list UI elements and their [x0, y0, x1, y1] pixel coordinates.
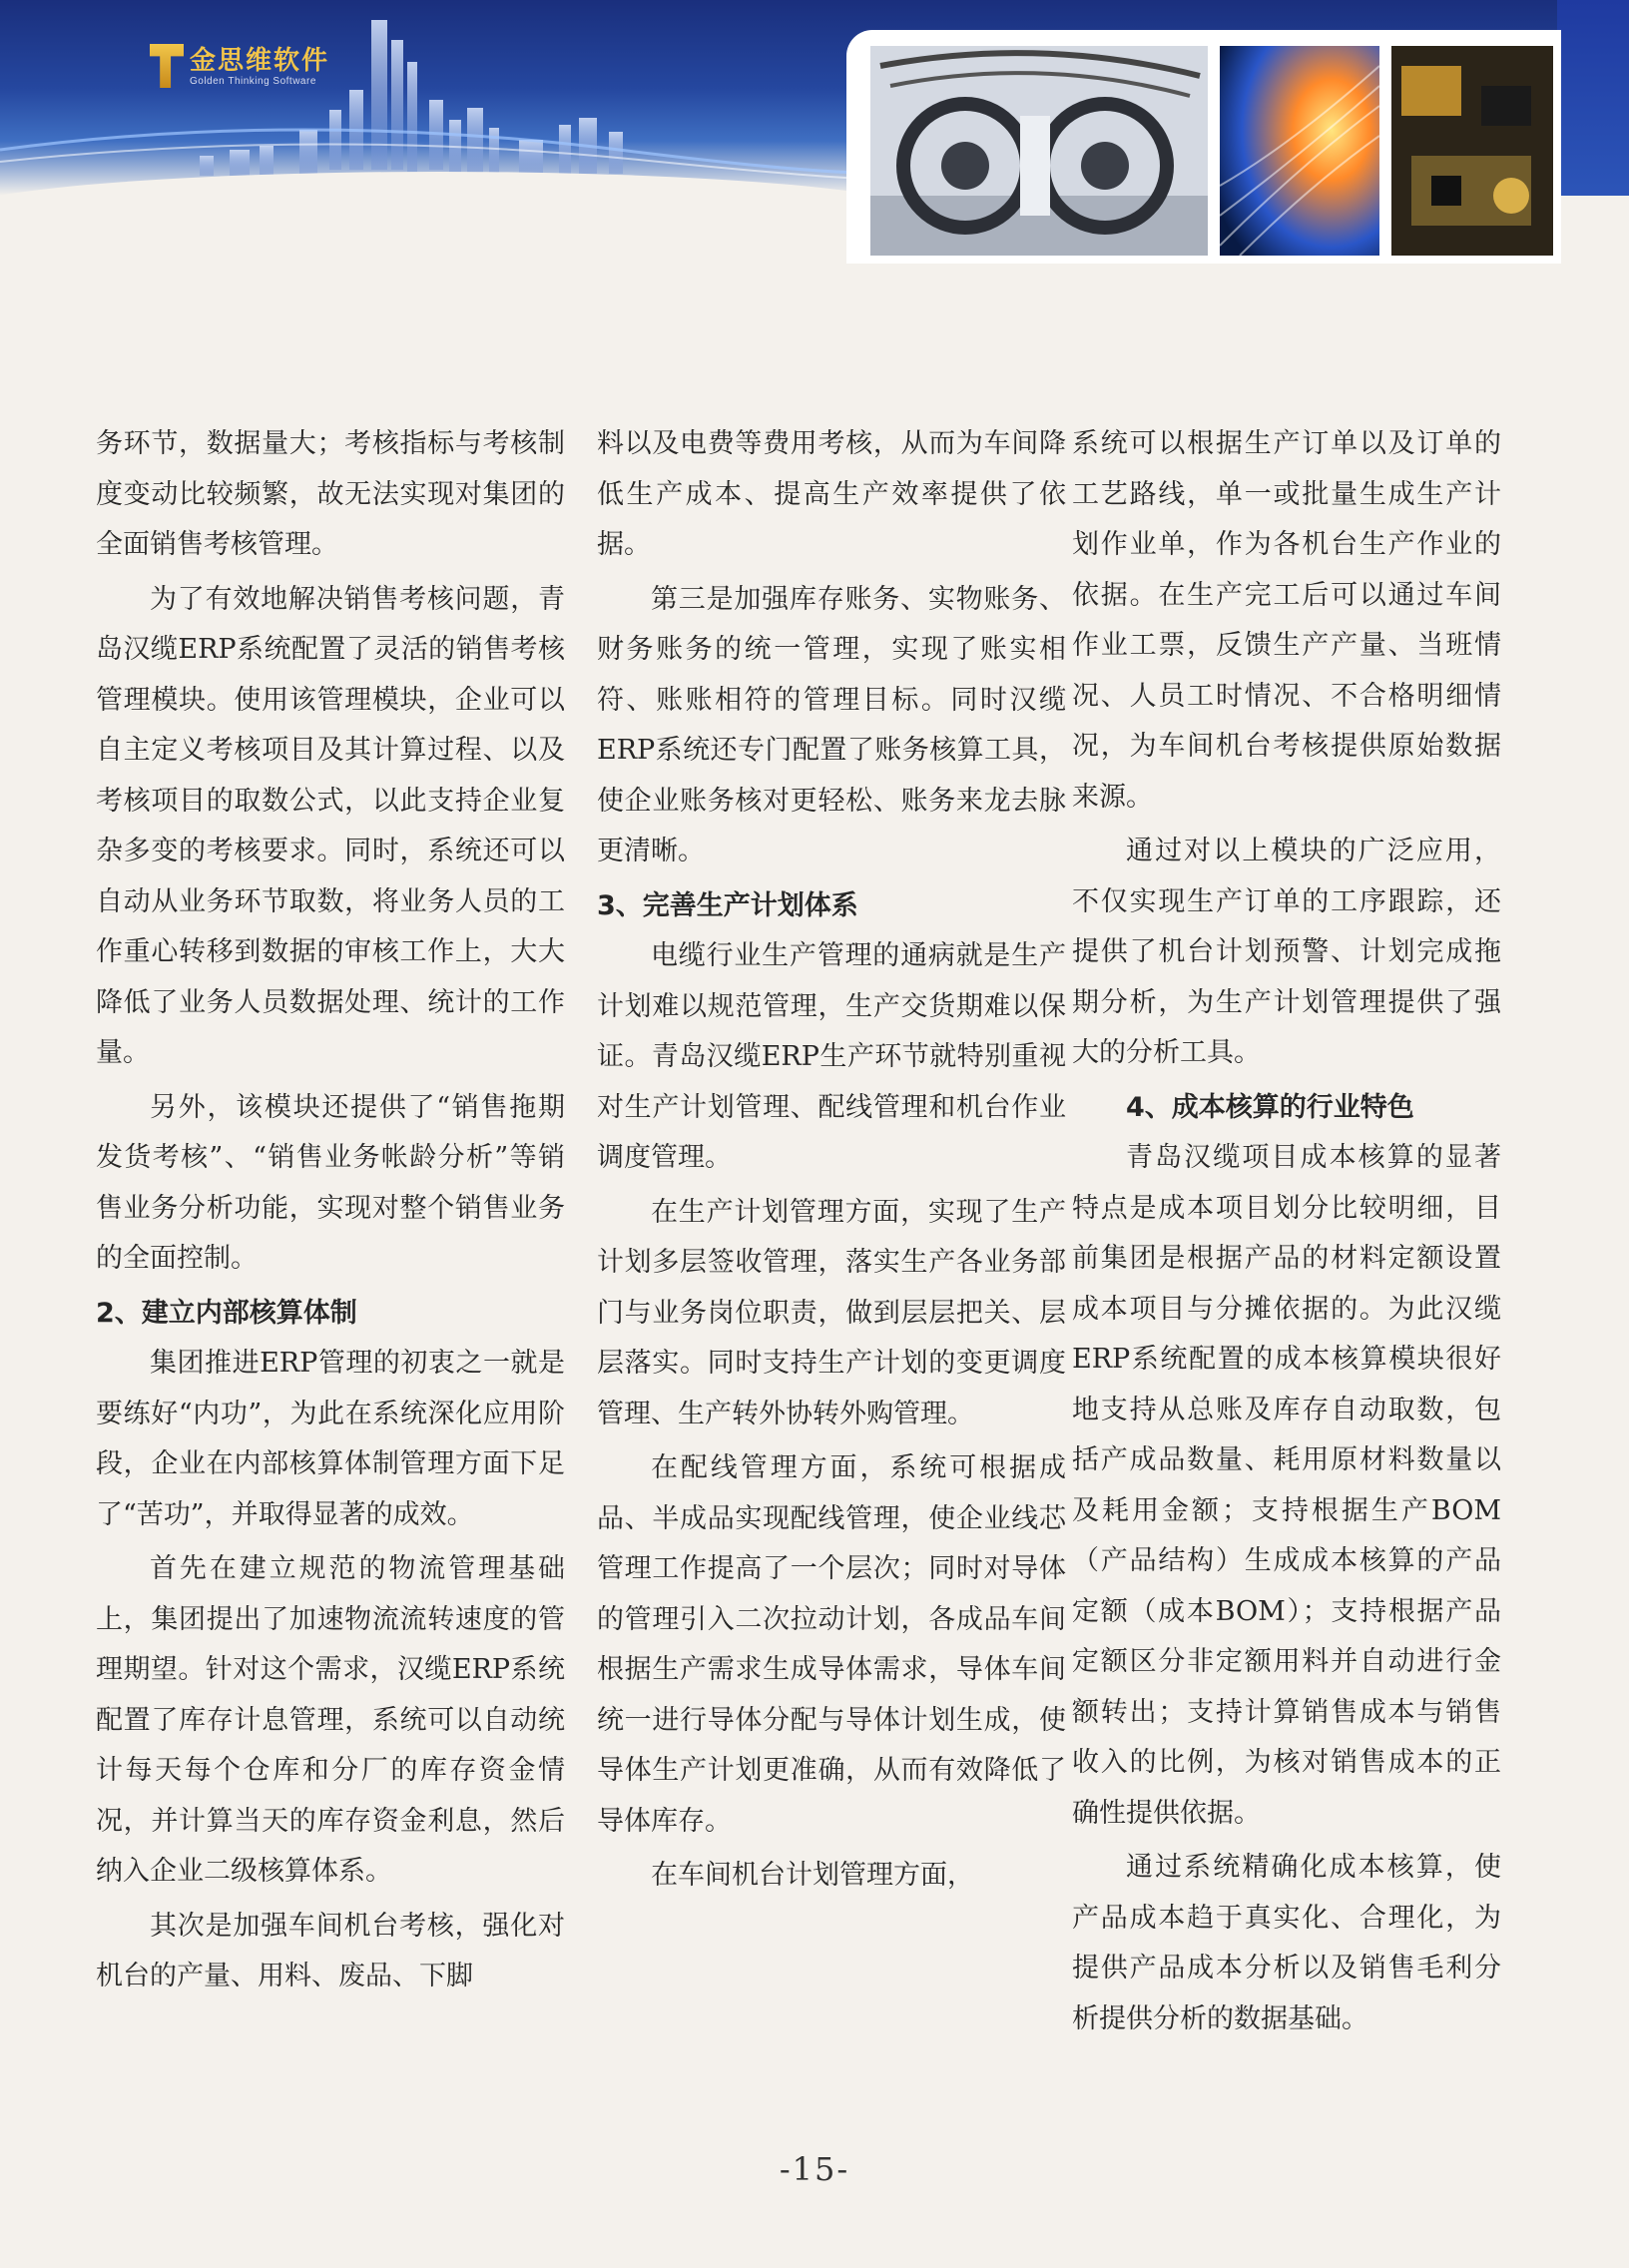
- section-heading: 2、建立内部核算体制: [96, 1297, 357, 1329]
- body-paragraph: 系统可以根据生产订单以及订单的工艺路线，单一或批量生成生产计划作业单，作为各机台生产作业的依据。在生产完工后可以通过车间作业工票，反馈生产产量、当班情况、人员工时情况、不合格明细情况，为车间机台考核提供原始数据来源。: [1072, 428, 1501, 813]
- logo-english-name: Golden Thinking Software: [190, 75, 316, 87]
- company-logo: [150, 44, 329, 88]
- section-heading: 4、成本核算的行业特色: [1126, 1091, 1414, 1123]
- text-column-2: [597, 419, 1066, 1906]
- section-heading: 3、完善生产计划体系: [597, 889, 858, 921]
- body-paragraph: 其次是加强车间机台考核，强化对机台的产量、用料、废品、下脚: [96, 1910, 565, 1991]
- body-paragraph: 通过对以上模块的广泛应用，不仅实现生产订单的工序跟踪，还提供了机台计划预警、计划完成拖期分析，为生产计划管理提供了强大的分析工具。: [1072, 836, 1501, 1068]
- body-paragraph: 电缆行业生产管理的通病就是生产计划难以规范管理，生产交货期难以保证。青岛汉缆ERP生产环节就特别重视对生产计划管理、配线管理和机台作业调度管理。: [597, 940, 1066, 1173]
- body-paragraph: 务环节，数据量大；考核指标与考核制度变动比较频繁，故无法实现对集团的全面销售考核管理。: [96, 428, 565, 560]
- page-number: -15-: [779, 2150, 850, 2188]
- body-paragraph: 集团推进ERP管理的初衷之一就是要练好“内功”，为此在系统深化应用阶段，企业在内部核算体制管理方面下足了“苦功”，并取得显著的成效。: [96, 1348, 565, 1530]
- text-column-3: [1072, 419, 1501, 2048]
- optical-fiber-photo: [1220, 46, 1379, 256]
- body-paragraph: 通过系统精确化成本核算，使产品成本趋于真实化、合理化，为提供产品成本分析以及销售毛利分析提供分析的数据基础。: [1072, 1852, 1501, 2034]
- body-paragraph: 在车间机台计划管理方面，: [651, 1860, 974, 1891]
- logo-mark-icon: [150, 44, 184, 88]
- body-paragraph: 在配线管理方面，系统可根据成品、半成品实现配线管理，使企业线芯管理工作提高了一个层次；同时对导体的管理引入二次拉动计划，各成品车间根据生产需求生成导体需求，导体车间统一进行导体分配与导体计划生成，使导体生产计划更准确，从而有效降低了导体库存。: [597, 1452, 1066, 1837]
- body-paragraph: 料以及电费等费用考核，从而为车间降低生产成本、提高生产效率提供了依据。: [597, 428, 1066, 560]
- cable-machine-photo: [870, 46, 1208, 256]
- city-skyline-illustration: [0, 0, 898, 196]
- body-paragraph: 在生产计划管理方面，实现了生产计划多层签收管理，落实生产各业务部门与业务岗位职责，做到层层把关、层层落实。同时支持生产计划的变更调度管理、生产转外协转外购管理。: [597, 1196, 1066, 1429]
- logo-chinese-name: 金思维软件: [190, 45, 330, 76]
- body-paragraph: 青岛汉缆项目成本核算的显著特点是成本项目划分比较明细，目前集团是根据产品的材料定额设置成本项目与分摊依据的。为此汉缆ERP系统配置的成本核算模块很好地支持从总账及库存自动取数，包括产成品数量、耗用原材料数量以及耗用金额；支持根据生产BOM（产品结构）生成成本核算的产品定额（成本BOM）；支持根据产品定额区分非定额用料并自动进行金额转出；支持计算销售成本与销售收入的比例，为核对销售成本的正确性提供依据。: [1072, 1142, 1501, 1829]
- circuit-board-photo: [1391, 46, 1553, 256]
- text-column-1: [96, 419, 565, 2006]
- body-paragraph: 另外，该模块还提供了“销售拖期发货考核”、“销售业务帐龄分析”等销售业务分析功能，实现对整个销售业务的全面控制。: [96, 1091, 565, 1274]
- body-paragraph: 为了有效地解决销售考核问题，青岛汉缆ERP系统配置了灵活的销售考核管理模块。使用该管理模块，企业可以自主定义考核项目及其计算过程、以及考核项目的取数公式，以此支持企业复杂多变的考核要求。同时，系统还可以自动从业务环节取数，将业务人员的工作重心转移到数据的审核工作上，大大降低了业务人员数据处理、统计的工作量。: [96, 583, 565, 1068]
- banner-right-edge: [1557, 0, 1629, 196]
- body-paragraph: 首先在建立规范的物流管理基础上，集团提出了加速物流流转速度的管理期望。针对这个需求，汉缆ERP系统配置了库存计息管理，系统可以自动统计每天每个仓库和分厂的库存资金情况，并计算当天的库存资金利息，然后纳入企业二级核算体系。: [96, 1553, 565, 1887]
- body-paragraph: 第三是加强库存账务、实物账务、财务账务的统一管理，实现了账实相符、账账相符的管理目标。同时汉缆ERP系统还专门配置了账务核算工具，使企业账务核对更轻松、账务来龙去脉更清晰。: [597, 583, 1066, 866]
